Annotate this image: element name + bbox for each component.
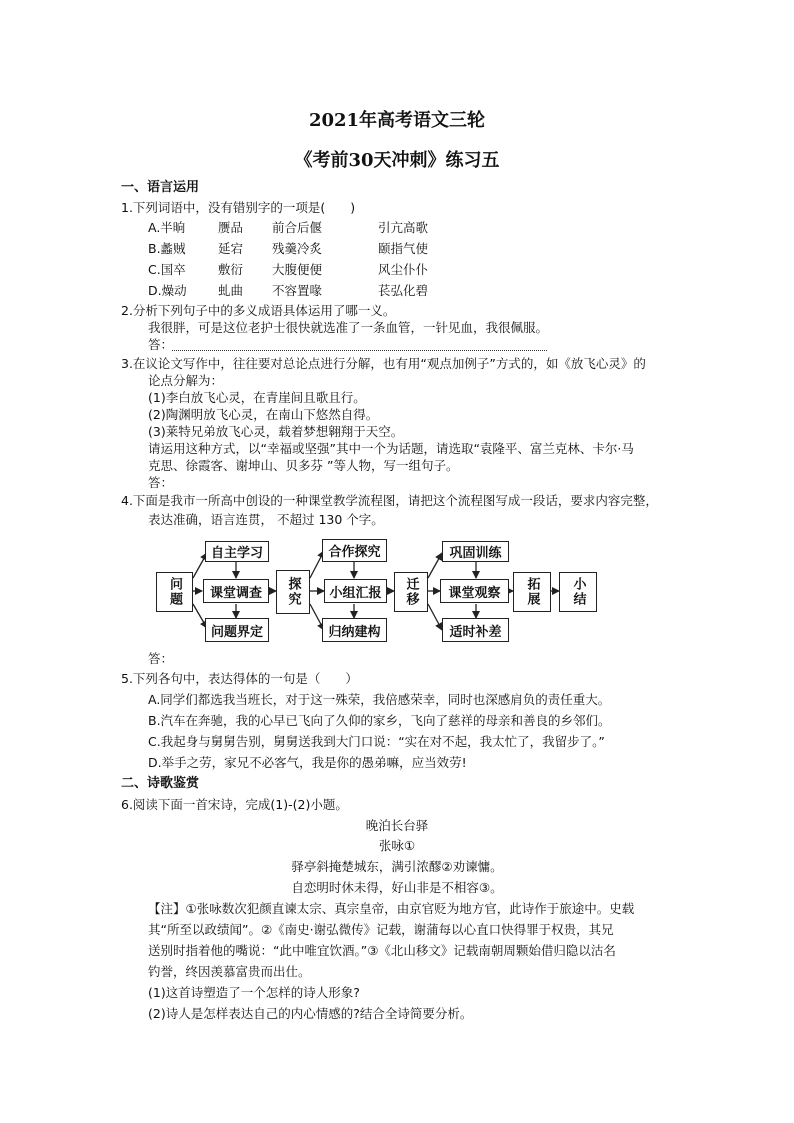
q1-option-d-word1: D.燥动 [148, 283, 187, 298]
poem-line-1: 驿亭斜掩楚城东，满引浓醪②劝谏慵。 [291, 859, 503, 874]
q6-note-line3: 送别时指着他的嘴说：“此中唯宜饮酒。”③《北山移文》记载南朝周颗始借归隐以沽名 [148, 943, 616, 958]
q1-stem: 1.下列词语中，没有错别字的一项是( ) [121, 200, 356, 215]
q3-requirement-line2: 克思、徐霞客、谢坤山、贝多芬 ”等人物，写一组句子。 [148, 458, 459, 473]
flow-node-xiaozu-huibao: 小组汇报 [324, 579, 387, 603]
q1-option-d-word4: 苌弘化碧 [378, 283, 429, 298]
q3-item-1: (1)李白放飞心灵，在青崖间且歌且行。 [148, 390, 366, 405]
q3-answer-label: 答： [148, 475, 174, 490]
q3-requirement-line1: 请运用这种方式，以“幸福或坚强”其中一个为话题，请选取“袁隆平、富兰克林、卡尔·马 [148, 441, 634, 456]
flow-node-tuozhan: 拓展 [513, 572, 551, 612]
q6-subquestion-1: (1)这首诗塑造了一个怎样的诗人形象? [148, 985, 360, 1000]
q3-item-3: (3)莱特兄弟放飞心灵，载着梦想翱翔于天空。 [148, 424, 404, 439]
q1-option-a-word4: 引亢高歌 [378, 220, 429, 235]
q6-note-line2: 其“所至以政绩闻”。②《南史·谢弘微传》记载，谢蒲每以心直口快得罪于权贵，其兄 [148, 922, 614, 937]
q3-item-2: (2)陶渊明放飞心灵，在南山下悠然自得。 [148, 407, 379, 422]
page-title: 2021年高考语文三轮 [308, 110, 486, 131]
q3-line2: 论点分解为： [148, 373, 224, 388]
q1-option-a-word1: A.半晌 [148, 220, 186, 235]
arrow-qianyi-gonggu [428, 553, 442, 578]
flow-node-qianyi: 迁移 [394, 572, 428, 612]
q1-option-b-word4: 颐指气使 [378, 241, 429, 256]
q2-stem: 2.分析下列句子中的多义成语具体运用了哪一义。 [121, 303, 396, 318]
q4-line1: 4.下面是我市一所高中创设的一种课堂教学流程图，请把这个流程图写成一段话，要求内容完整， [121, 493, 658, 508]
q6-note-line4: 钓誉，终因羡慕富贵而出仕。 [148, 964, 311, 979]
poem-line-2: 自恋明时休未得，好山非是不相容③。 [291, 880, 503, 895]
flow-node-guina-jiangou: 归纳建构 [322, 618, 387, 642]
flow-node-hezuo-tanjiu: 合作探究 [322, 539, 387, 562]
arrow-qianyi-shishi [428, 604, 442, 630]
q6-subquestion-2: (2)诗人是怎样表达自己的内心情感的?结合全诗简要分析。 [148, 1006, 473, 1021]
q1-option-d-word2: 虬曲 [218, 283, 244, 298]
q5-option-c: C.我起身与舅舅告别，舅舅送我到大门口说：“实在对不起，我太忙了，我留步了。” [148, 734, 605, 749]
q4-answer-label: 答： [148, 651, 174, 666]
q1-option-c-word4: 风尘仆仆 [378, 262, 429, 277]
q5-stem: 5.下列各句中，表达得体的一句是（ ） [121, 671, 358, 686]
flow-node-tanjiu: 探究 [276, 570, 310, 614]
flow-node-ketang-guancha: 课堂观察 [440, 579, 509, 603]
q1-option-c-word2: 敷衍 [218, 262, 244, 277]
q6-stem: 6.阅读下面一首宋诗，完成(1)-(2)小题。 [121, 797, 348, 812]
q1-option-b-word1: B.蠡贼 [148, 241, 186, 256]
q6-note-line1: 【注】①张咏数次犯颜直谏太宗、真宗皇帝，由京官贬为地方官，此诗作于旅途中。史载 [148, 901, 635, 916]
q3-line1: 3.在议论文写作中，往往要对总论点进行分解，也有用“观点加例子”方式的，如《放飞心灵》的 [121, 356, 646, 371]
q5-option-a: A.同学们都选我当班长，对于这一殊荣，我倍感荣幸，同时也深感肩负的责任重大。 [148, 692, 611, 707]
flow-node-gonggu-xunlian: 巩固训练 [442, 541, 509, 562]
q1-option-b-word2: 延宕 [218, 241, 244, 256]
q1-option-a-word3: 前合后偃 [272, 220, 323, 235]
flow-node-wenti-jieding: 问题界定 [205, 618, 269, 642]
poem-author: 张咏① [378, 838, 416, 853]
q1-option-b-word3: 残羹冷炙 [272, 241, 323, 256]
q5-option-b: B.汽车在奔驰，我的心早已飞向了久仰的家乡，飞向了慈祥的母亲和善良的乡邻们。 [148, 713, 611, 728]
q2-answer-label: 答： [148, 337, 174, 352]
flow-node-zizhu-xuexi: 自主学习 [205, 541, 269, 562]
q1-option-a-word2: 赝品 [218, 220, 244, 235]
q4-line2: 表达准确，语言连贯， 不超过 130 个字。 [148, 512, 384, 527]
q1-option-c-word1: C.国卒 [148, 262, 186, 277]
section-heading-language: 一、语言运用 [121, 180, 200, 195]
flow-node-wenti: 问题 [156, 572, 193, 612]
q5-option-d: D.举手之劳，家兄不必客气，我是你的愚弟嘛，应当效劳! [148, 755, 467, 770]
flow-node-shishi-bucha: 适时补差 [442, 618, 509, 642]
page-subtitle: 《考前30天冲刺》练习五 [294, 150, 500, 171]
q1-option-c-word3: 大腹便便 [272, 262, 323, 277]
q1-option-d-word3: 不容置喙 [272, 283, 323, 298]
q2-sentence: 我很胖，可是这位老护士很快就选准了一条血管，一针见血，我很佩服。 [148, 320, 549, 335]
flow-node-xiaojie: 小结 [559, 572, 597, 612]
section-heading-poetry: 二、诗歌鉴赏 [121, 776, 200, 791]
poem-title: 晚泊长台驿 [365, 818, 429, 833]
flow-node-ketang-diaocha: 课堂调查 [203, 579, 269, 603]
